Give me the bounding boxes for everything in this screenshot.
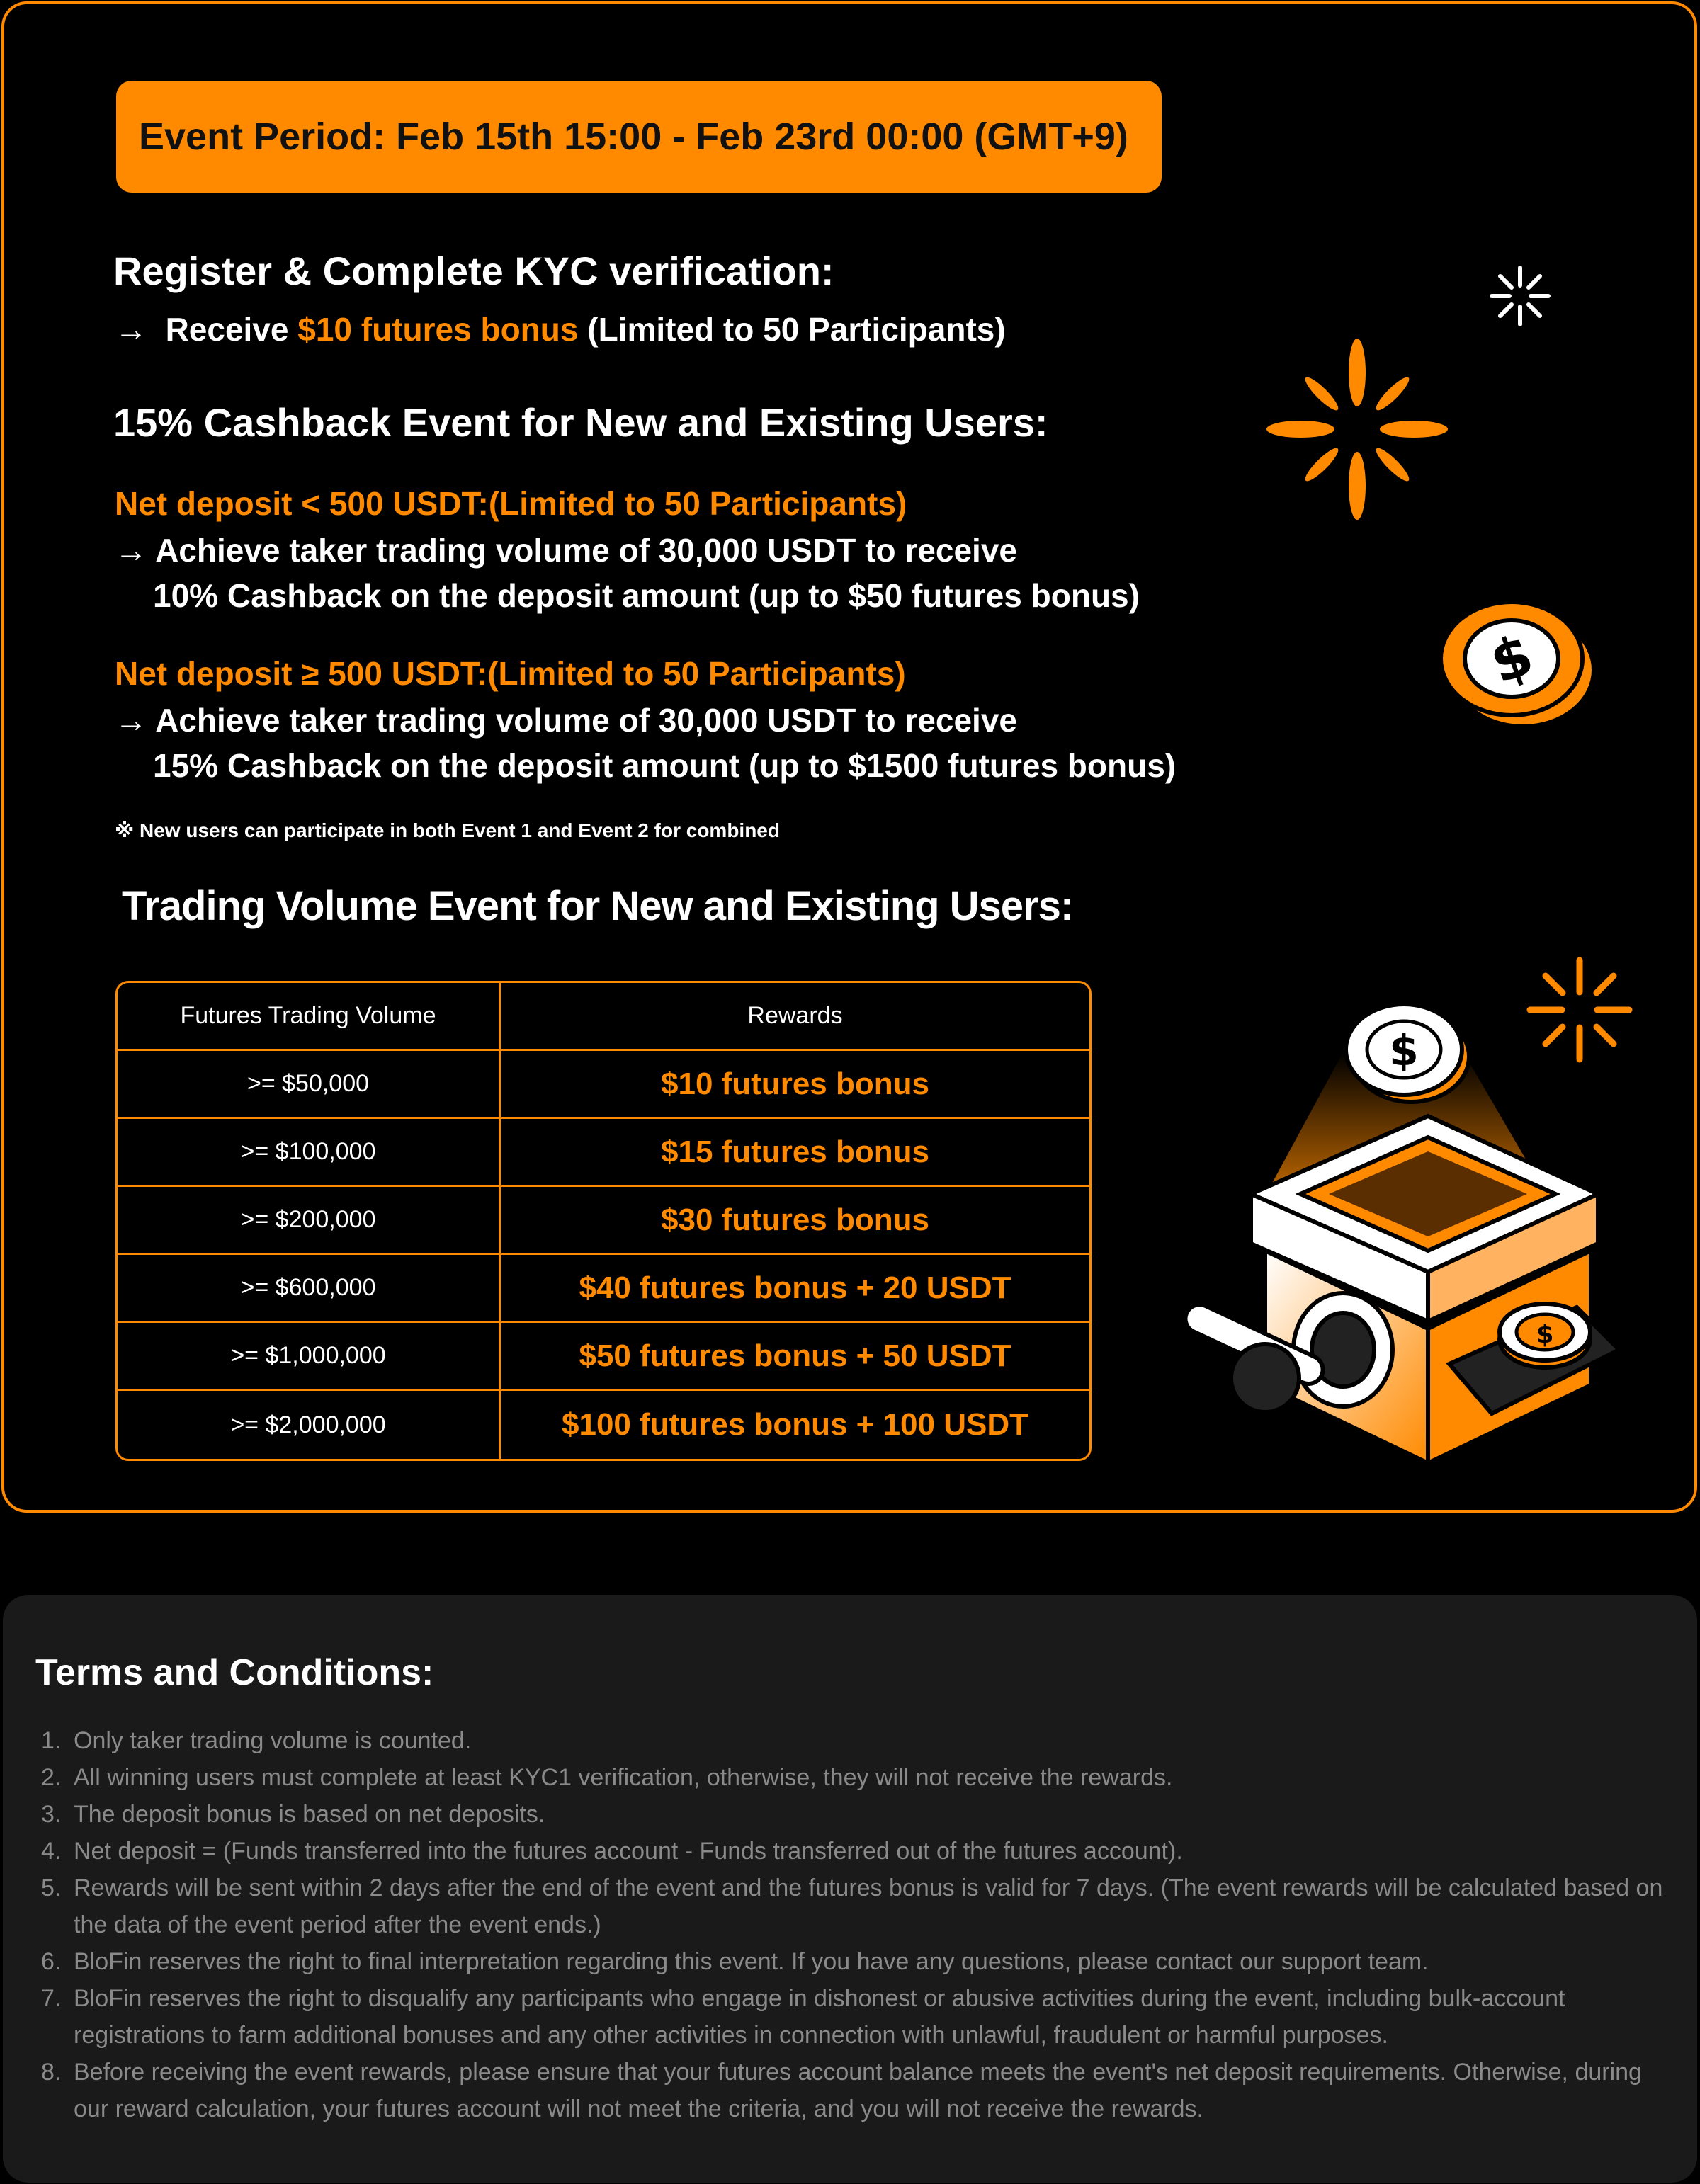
table-row: [118, 1187, 1089, 1255]
table-row: [118, 1391, 1089, 1459]
list-item: [41, 1943, 1674, 1980]
combined-note: ※ New users can participate in both Event 1 and Event 2 for combined: [115, 819, 780, 841]
volume-rewards-table: [115, 981, 1092, 1461]
list-item: [41, 2054, 1674, 2127]
item-number: 3.: [41, 1801, 62, 1828]
kyc-title: Register & Complete KYC verification:: [113, 249, 834, 293]
header-volume: Futures Trading Volume: [118, 983, 501, 1051]
svg-text:$: $: [1536, 1320, 1554, 1349]
kyc-line: [115, 310, 1006, 348]
tier1-line1: → Achieve taker trading volume of 30,000 USDT to receive: [115, 532, 1017, 569]
reward-cell: $40 futures bonus + 20 USDT: [501, 1255, 1089, 1323]
volume-cell: >= $200,000: [118, 1187, 501, 1255]
volume-cell: >= $2,000,000: [118, 1391, 501, 1459]
terms-panel: [3, 1595, 1697, 2183]
item-number: 4.: [41, 1838, 62, 1865]
list-item: [41, 1833, 1674, 1870]
item-text: All winning users must complete at least KYC1 verification, otherwise, they will not receive the rewards.: [74, 1764, 1173, 1791]
item-text: Only taker trading volume is counted.: [74, 1727, 472, 1754]
table-row: [118, 1323, 1089, 1391]
table-row: [118, 1255, 1089, 1323]
list-item: [41, 1980, 1674, 2054]
sparkle-icon: [1485, 261, 1556, 331]
coin-machine-illustration: [1166, 982, 1648, 1477]
tier1-line2: 10% Cashback on the deposit amount (up to $50 futures bonus): [153, 577, 1140, 614]
item-number: 1.: [41, 1727, 62, 1754]
table-row: [118, 1119, 1089, 1187]
tier2-heading: Net deposit ≥ 500 USDT:(Limited to 50 Participants): [115, 655, 906, 692]
volume-cell: >= $1,000,000: [118, 1323, 501, 1391]
kyc-bonus: $10 futures bonus: [298, 311, 579, 348]
svg-text:$: $: [1482, 621, 1542, 697]
reward-cell: $100 futures bonus + 100 USDT: [562, 1407, 1028, 1442]
event-card: [1, 1, 1697, 1513]
volume-cell: >= $100,000: [118, 1119, 501, 1187]
tier2-line2: 15% Cashback on the deposit amount (up to $1500 futures bonus): [153, 747, 1177, 784]
item-number: 8.: [41, 2059, 62, 2086]
event-period-banner: Event Period: Feb 15th 15:00 - Feb 23rd 00:00 (GMT+9): [116, 81, 1162, 193]
arrow: →: [115, 311, 147, 348]
item-text: BloFin reserves the right to disqualify any participants who engage in dishonest or abusive activities during the event, including bulk-account registrations to farm additional bonuses and any other activities in connection with unlawful, fraudulent or harmful purposes.: [74, 1985, 1565, 2049]
terms-title: Terms and Conditions:: [35, 1652, 434, 1693]
table-row: [118, 1051, 1089, 1119]
svg-text:$: $: [1389, 1026, 1419, 1076]
item-text: The deposit bonus is based on net deposits.: [74, 1801, 545, 1828]
item-text: Net deposit = (Funds transferred into the futures account - Funds transferred out of the futures account).: [74, 1838, 1183, 1865]
table-header-row: [118, 983, 1089, 1051]
reward-cell: $15 futures bonus: [501, 1119, 1089, 1187]
reward-cell: $50 futures bonus + 50 USDT: [501, 1323, 1089, 1391]
item-number: 6.: [41, 1948, 62, 1975]
terms-list: [41, 1722, 1674, 2127]
reward-cell: $10 futures bonus: [501, 1051, 1089, 1119]
kyc-receive: Receive: [165, 311, 289, 348]
list-item: [41, 1796, 1674, 1833]
header-rewards: Rewards: [501, 983, 1089, 1051]
kyc-limit: (Limited to 50 Participants): [587, 311, 1006, 348]
volume-cell: >= $50,000: [118, 1051, 501, 1119]
tier2-line1: → Achieve taker trading volume of 30,000 USDT to receive: [115, 702, 1017, 739]
cashback-title: 15% Cashback Event for New and Existing Users:: [113, 400, 1048, 445]
tier1-heading: Net deposit < 500 USDT:(Limited to 50 Participants): [115, 485, 907, 522]
item-number: 7.: [41, 1985, 62, 2012]
item-number: 5.: [41, 1875, 62, 1901]
item-text: Before receiving the event rewards, please ensure that your futures account balance meets the event's net deposit requirements. Otherwise, during our reward calculation, your futures account will not meet the criteria, and you will not receive the rewards.: [74, 2059, 1642, 2122]
reward-cell: $30 futures bonus: [501, 1187, 1089, 1255]
sparkle-icon: [1265, 337, 1449, 521]
item-text: BloFin reserves the right to final interpretation regarding this event. If you have any questions, please contact our support team.: [74, 1948, 1429, 1975]
list-item: [41, 1759, 1674, 1796]
item-number: 2.: [41, 1764, 62, 1791]
volume-cell: >= $600,000: [118, 1255, 501, 1323]
list-item: [41, 1870, 1674, 1943]
coin-icon: [1432, 591, 1602, 732]
volume-title: Trading Volume Event for New and Existing Users:: [122, 883, 1074, 929]
list-item: [41, 1722, 1674, 1759]
item-text: Rewards will be sent within 2 days after the end of the event and the futures bonus is valid for 7 days. (The event rewards will be calculated based on the data of the event period after the event ends.): [74, 1875, 1663, 1938]
